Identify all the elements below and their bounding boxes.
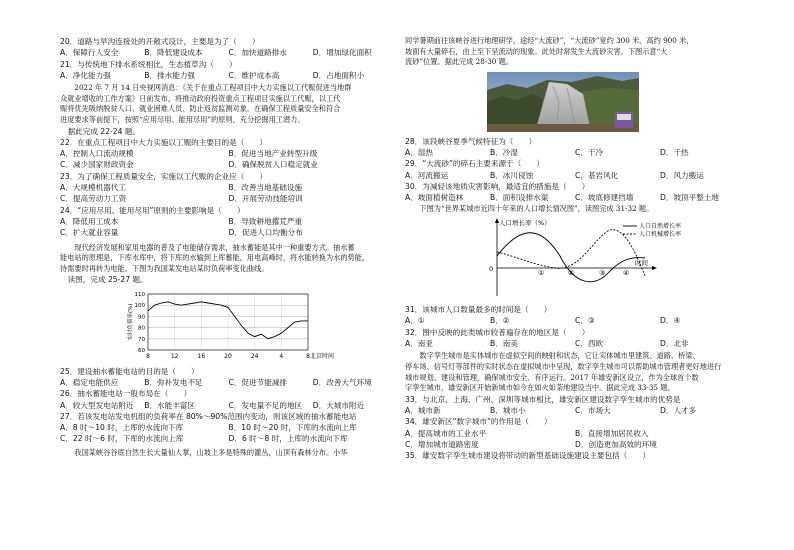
- option: A．①: [405, 316, 425, 326]
- option: B．城市小: [490, 406, 526, 416]
- option: B．水能丰富区: [144, 400, 196, 410]
- option: C．基岩风化: [575, 170, 619, 180]
- option: D．6 时～8 时，上库的水流向下库: [228, 434, 348, 444]
- option: C．减少国家财政资金: [60, 160, 134, 170]
- q25-stem: 25．建设抽水蓄能电站的目的是（ ）: [60, 366, 199, 376]
- q22-options: [60, 159, 397, 170]
- option: B．弥补发电不足: [144, 377, 203, 387]
- q33-stem: 33．与北京、上海、广州、深圳等城市相比，雄安新区建设数字孪生城市的优势是: [405, 394, 681, 404]
- q27-options: [60, 422, 397, 433]
- q24-options: [60, 227, 397, 238]
- q31-stem: 31．该城市人口数量最多的时间是（ ）: [405, 305, 552, 315]
- y-tick-label: 70: [138, 336, 145, 343]
- option: C．西欧: [575, 339, 604, 349]
- q32-options: [405, 338, 745, 349]
- pumped-line: 能电站的原理是，下库水库中，将下库的水输到上库蓄能，用电高峰时，将水能转换为水的势能，: [60, 253, 370, 263]
- news-line: 2022 年 7 月 14 日央视网消息：《关于在重点工程项目中大力实施以工代赈促进当地群: [74, 83, 352, 93]
- x-tick-label: 24: [250, 352, 259, 360]
- q20-options: [60, 47, 397, 58]
- option: D．干热: [660, 148, 689, 158]
- population-growth-chart: [405, 216, 745, 302]
- news-line: 赈将优先吸纳脱贫人口、就业困难人员、防止返贫监测对象。在确保工程质量安全和符合: [60, 104, 341, 114]
- load-rate-chart: [60, 290, 397, 364]
- option: A．稳定电能供应: [60, 377, 119, 387]
- y-tick-label: 90: [138, 314, 145, 321]
- option: C．③: [575, 316, 595, 326]
- option: D．占地面积小: [312, 70, 365, 80]
- digital-line: 数字孪生城市是实体城市在虚拟空间的映射和状态，它让实体城市里建筑、道路、桥梁、: [419, 351, 700, 361]
- option: A．提高城市的工业水平: [405, 428, 487, 438]
- canyon-line: 坡面有大量碎石，由上至下呈流动的现象。此处时常发生大流砂灾害。下图示意“大: [405, 46, 668, 56]
- q22-stem: 22．在重点工程项目中大力实施以工赈的主要目的是（ ）: [60, 137, 268, 147]
- pumped-line: 待需要时再转为电能。下图为我国某发电站某时负荷率变化曲线。: [60, 263, 269, 273]
- landslide-photo: [487, 72, 639, 132]
- option: C．发电量不足的地区: [228, 400, 303, 410]
- y-tick-label: 60: [138, 347, 145, 354]
- option: D．风力搬运: [660, 170, 704, 180]
- point-label: ④: [623, 269, 630, 278]
- q23-options: [60, 182, 397, 193]
- option: A．8 时～10 时，上库的水流向下库: [60, 423, 184, 433]
- option: B．南美: [490, 339, 518, 349]
- q34-options: [405, 439, 745, 450]
- point-label: ③: [599, 269, 606, 278]
- q28-options: [405, 147, 745, 158]
- option: D．北非: [660, 339, 689, 349]
- option: B．面积设排水渠: [490, 193, 549, 203]
- q24-options: [60, 216, 397, 227]
- option: C．扩大就业容量: [60, 228, 119, 238]
- q34-stem: 34．雄安新区“数字城市”的作用是（ ）: [405, 417, 552, 427]
- option: C．22 时～6 时，下库的水流向上库: [60, 434, 184, 444]
- q27-options: [60, 433, 397, 444]
- x-tick-label: 12: [170, 352, 179, 360]
- option: A．城市新: [405, 406, 441, 416]
- y-axis-label: 实时负荷率(%): [128, 303, 134, 341]
- y-tick-label: 100: [134, 302, 145, 309]
- option: D．创造更加高效的环境: [575, 439, 657, 449]
- x-tick-label: 16: [197, 352, 206, 360]
- q35-stem: 35．雄安数字孪生城市建设将带动的新型基础设施建设主要包括（ ）: [405, 451, 651, 461]
- option: D．改善大气环境: [312, 377, 372, 387]
- q26-stem: 26．抽水蓄能电站一般布局在（ ）: [60, 389, 192, 399]
- legend-natural: 人口自然增长率: [639, 223, 682, 231]
- left-column: [60, 36, 397, 458]
- q31-options: [405, 315, 745, 326]
- option: A．保障行人安全: [60, 48, 119, 58]
- x-axis-arrow: [652, 266, 657, 270]
- q21-options: [60, 70, 397, 81]
- point-label: ①: [538, 269, 545, 278]
- option: B．降低建设成本: [144, 48, 203, 58]
- option: A．较大型发电站附近: [60, 400, 134, 410]
- option: A．河流搬运: [405, 170, 449, 180]
- x-tick-label: 4: [279, 352, 284, 360]
- option: A．大规模机器代工: [60, 183, 126, 193]
- point-label: ②: [568, 269, 575, 278]
- option: D．大城市附近: [312, 400, 365, 410]
- q29-stem: 29．“大流砂”的碎石主要来源于（ ）: [405, 159, 545, 169]
- option: A．净化能力强: [60, 70, 111, 80]
- pumped-instruction: 读图，完成 25-27 题。: [67, 275, 148, 285]
- x-tick-label: 8: [146, 352, 150, 360]
- option: B．②: [490, 316, 510, 326]
- y-tick-label: 80: [138, 325, 145, 332]
- option: B．冷湿: [490, 148, 518, 158]
- option: A．南亚: [405, 339, 433, 349]
- q29-options: [405, 170, 745, 181]
- option: B．排水能力强: [144, 70, 196, 80]
- option: B．改善当地基础设施: [228, 183, 303, 193]
- option: D．开展劳动技能培训: [228, 194, 303, 204]
- option: A．湿热: [405, 148, 433, 158]
- pop-intro: 下图为“世界某城市近四十年来的人口增长情况图”，读图完成 31-32 题。: [419, 203, 654, 213]
- option: A．坡面植树造林: [405, 193, 464, 203]
- q21-stem: 21．与传统地下排水系统相比，生态植草沟（ ）: [60, 59, 237, 69]
- option: B．促进当地产业转型升级: [228, 149, 318, 159]
- option: C．干冷: [575, 148, 604, 158]
- option: C．维护成本高: [228, 70, 280, 80]
- q20-stem: 20．道路与旱沟连接处的开敞式设计，主要是为了（ ）: [60, 37, 260, 46]
- y-tick-label: 110: [134, 291, 145, 298]
- q30-options: [405, 192, 745, 203]
- q24-stem: 24．“应用尽用、能用尽用”原则的主要影响是（ ）: [60, 205, 245, 215]
- option: D．坡顶平整土地: [660, 193, 720, 203]
- q28-stem: 28．该段峡谷夏季气候特征为（ ）: [405, 136, 537, 146]
- option: D．人才多: [660, 406, 697, 416]
- q23-options: [60, 193, 397, 204]
- option: B．导致耕地撂荒严重: [228, 216, 303, 226]
- option: C．促进节能减排: [228, 377, 287, 387]
- option: C．坡底修建挡墙: [575, 193, 634, 203]
- population-growth-svg: [405, 216, 745, 302]
- option: A．控制人口流动规模: [60, 149, 134, 159]
- pumped-line: 现代经济发展和家用电器的普及了电能储存需求，抽水蓄能是其中一种重要方式。抽水蓄: [74, 242, 355, 252]
- option: C．加快道路排水: [228, 48, 287, 58]
- option: C．增加城市道路密度: [405, 439, 479, 449]
- q23-stem: 23．为了确保工程质量安全，实施以工代赈的企业应（ ）: [60, 171, 268, 181]
- option: D．促进人口均衡分布: [228, 228, 303, 238]
- origin-label: 0: [489, 265, 494, 274]
- right-column: [405, 36, 745, 462]
- digital-line: 停车场、信号灯等部件的实时状态在虚拟城市中呈现，数字孪生城市可以帮助城市管理者更好地进行: [405, 361, 722, 371]
- x-axis-label: 时间: [635, 259, 648, 268]
- load-rate-svg: [60, 290, 397, 364]
- q32-stem: 32．图中反映的此类城市较普遍存在的地区是（ ）: [405, 327, 590, 337]
- q27-stem: 27．若该发电站发电机组的负荷率在 80%～90%范围内变动，则该区域的抽水蓄能电站: [60, 411, 357, 421]
- q30-stem: 30．为减轻该地质灾害影响，最适宜的措施是（ ）: [405, 181, 590, 191]
- q22-options: [60, 148, 397, 159]
- option: A．降低用工成本: [60, 216, 119, 226]
- news-line: 众就业增收的工作方案》日前发布，将推动政府投资重点工程项目实施以工代赈，以工代: [60, 93, 341, 103]
- q25-options: [60, 377, 397, 388]
- landslide-photo-svg: [487, 72, 639, 132]
- option: B．冰川侵蚀: [490, 170, 534, 180]
- q26-options: [60, 400, 397, 411]
- legend-migration: 人口机械增长率: [639, 231, 682, 239]
- news-line: 进度要求等前提下，按照“应用尽用、能用尽用”的原则，充分挖掘用工潜力。: [60, 114, 305, 124]
- option: D．确保脱贫人口稳定就业: [228, 160, 318, 170]
- digital-line: 字孪生城市，雄安新区开始新城市如今在如火如荼地建设当中。据此完成 33-35 题。: [405, 383, 675, 393]
- digital-line: 城市规划、建设和管理，确保城市安全、有序运行。2017 年雄安新区设立，作为全球首个数: [405, 372, 699, 382]
- option: B．10 时～20 时，下库的水流向上库: [228, 423, 357, 433]
- canyon-intro: 我国某峡谷谷底自然生长大量仙人掌，山坡上多是特殊的灌丛，山顶有森林分布。小华: [74, 447, 348, 457]
- option: D．④: [660, 316, 681, 326]
- x-axis-end-label: 北京时间: [310, 352, 335, 360]
- canyon-line: 流砂”位置。据此完成 28-30 题。: [405, 57, 514, 67]
- q33-options: [405, 405, 745, 416]
- canyon-line: 同学暑期前往该峡谷进行地理研学，途经“大流砂”，“大流砂”宽约 300 米、高约 900 米，: [405, 36, 694, 45]
- news-instruction: 据此完成 22-24 题。: [67, 126, 141, 136]
- option: B．直接增加居民收入: [575, 428, 649, 438]
- x-tick-label: 20: [224, 352, 232, 360]
- x-tick-label: 8: [306, 352, 310, 360]
- option: C．提高劳动力工资: [60, 194, 127, 204]
- option: D．增加绿化面积: [312, 48, 372, 58]
- q34-options: [405, 428, 745, 439]
- option: C．市场大: [575, 406, 611, 416]
- y-axis-label: 人口增长率（%）: [499, 219, 551, 228]
